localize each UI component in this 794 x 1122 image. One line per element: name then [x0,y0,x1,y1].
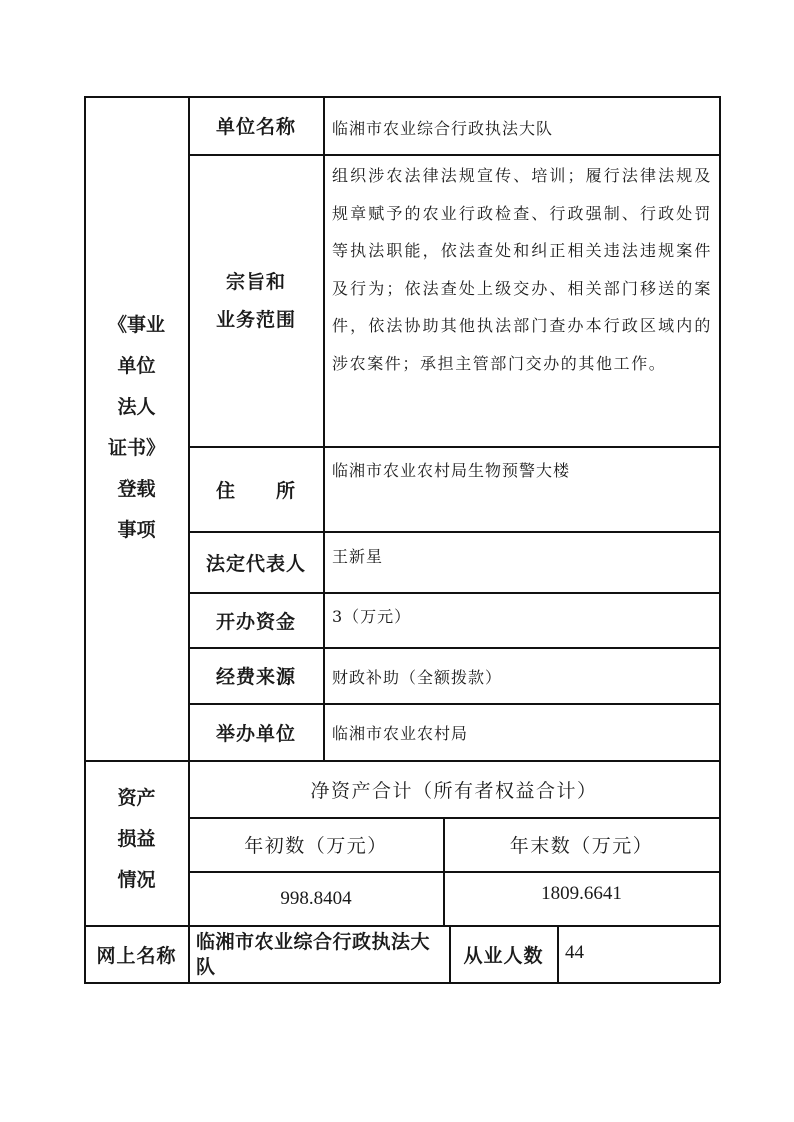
section-label-line: 事项 [117,519,156,541]
purpose-label [189,155,323,446]
address-label: 住 所 [215,479,296,502]
assets-label-line: 损益 [117,828,156,850]
begin-year-value: 998.8404 [280,887,352,909]
funding-value: 财政补助（全额拨款） [332,668,503,687]
purpose-label-line: 业务范围 [215,308,296,331]
registration-section-label [85,305,188,551]
section-label-line: 单位 [117,355,156,377]
border-right [719,96,721,983]
column-divider [323,96,325,760]
section-label-line: 证书》 [107,437,165,459]
legal-rep-label: 法定代表人 [205,552,306,575]
unit-name-label: 单位名称 [215,116,296,138]
online-name-label: 网上名称 [96,944,177,967]
section-label-line: 登载 [117,478,156,500]
net-assets-header: 净资产合计（所有者权益合计） [310,779,598,802]
purpose-value: 组织涉农法律法规宣传、培训；履行法律法规及规章赋予的农业行政检查、行政强制、行政处罚等执法职能，依法查处和纠正相关违法违规案件及行为；依法查处上级交办、相关部门移送的案件，依法协助其他执法部门查办本行政区域内的涉农案件；承担主管部门交办的其他工作。 [332,166,712,373]
border-bottom [84,982,720,984]
capital-value: 3（万元） [332,607,412,626]
unit-name-value: 临湘市农业综合行政执法大队 [332,119,554,138]
assets-label-line: 情况 [117,869,156,891]
end-year-label: 年末数（万元） [509,835,654,857]
section-label-line: 法人 [117,396,156,418]
staff-count-label: 从业人数 [463,944,544,967]
staff-count-value: 44 [565,942,584,963]
border-top [84,96,720,98]
address-value: 临湘市农业农村局生物预警大楼 [332,461,571,480]
purpose-label-line: 宗旨和 [225,270,286,293]
column-divider [557,925,559,983]
capital-label: 开办资金 [215,610,296,633]
sponsor-value: 临湘市农业农村局 [332,724,469,743]
online-name-value: 临湘市农业综合行政执法大队 [196,931,431,978]
section-label-line: 《事业 [107,314,165,336]
assets-section-label [85,778,188,901]
sponsor-label: 举办单位 [215,722,296,745]
legal-rep-value: 王新星 [332,547,384,566]
begin-year-label: 年初数（万元） [244,835,388,857]
funding-label: 经费来源 [215,666,296,688]
assets-label-line: 资产 [117,787,156,809]
end-year-value: 1809.6641 [541,883,622,904]
